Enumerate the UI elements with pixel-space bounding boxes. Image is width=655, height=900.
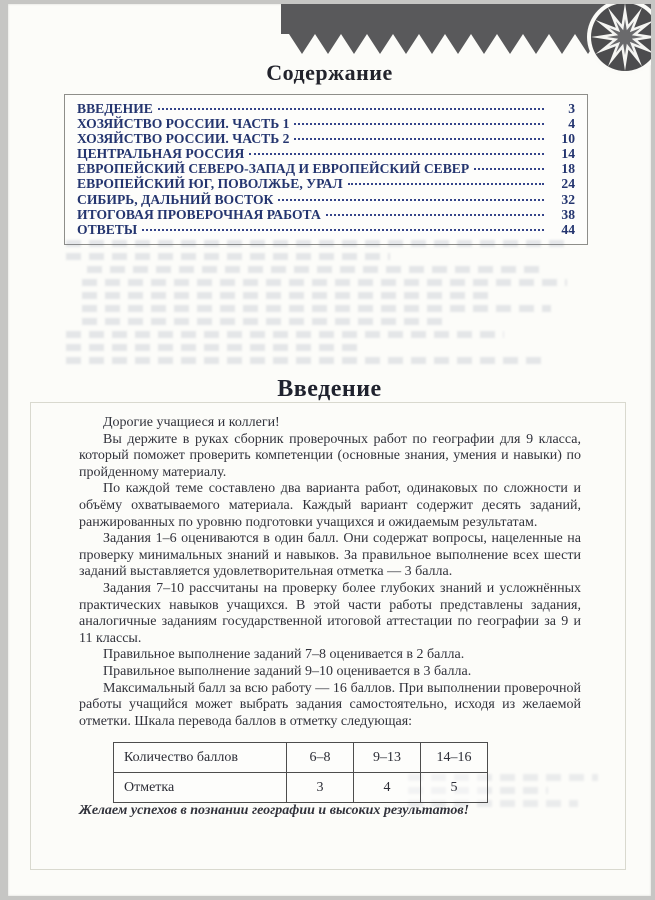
- toc-entry-label: ХОЗЯЙСТВО РОССИИ. ЧАСТЬ 2: [77, 131, 290, 147]
- toc-entry: [77, 161, 575, 176]
- toc-entry-label: ВВЕДЕНИЕ: [77, 101, 153, 116]
- bleedthrough-line: [82, 318, 447, 325]
- toc-entry-label: ХОЗЯЙСТВО РОССИИ. ЧАСТЬ 1: [77, 116, 290, 132]
- bleedthrough-line: [66, 253, 390, 260]
- table-cell: 5: [421, 773, 488, 803]
- table-row: [114, 773, 488, 803]
- toc-entry-label: ОТВЕТЫ: [77, 221, 138, 237]
- toc-entry: [77, 176, 575, 191]
- intro-paragraph: Дорогие учащиеся и коллеги!: [103, 415, 280, 430]
- intro-title: Введение: [277, 376, 382, 402]
- intro-paragraph: Задания 7–10 рассчитаны на проверку более глубоких знаний и усложнённых практических навыков учащихся. В этой части работы представлены задания, аналогичные заданиям государственной итоговой аттестации по географии за 9 и 11 классы.: [79, 580, 581, 646]
- toc-entry-page: 18: [561, 161, 575, 177]
- toc-dot-leader: [348, 183, 544, 185]
- toc-entry-label: ЕВРОПЕЙСКИЙ ЮГ, ПОВОЛЖЬЕ, УРАЛ: [77, 176, 343, 192]
- toc-dot-leader: [142, 229, 544, 231]
- bleedthrough-line: [87, 266, 546, 273]
- toc-entry-page: 4: [568, 116, 575, 132]
- table-cell: Количество баллов: [114, 743, 287, 773]
- toc-entry: [77, 101, 575, 116]
- table-cell: 4: [354, 773, 421, 803]
- table-cell: Отметка: [114, 773, 287, 803]
- table-cell: 9–13: [354, 743, 421, 773]
- intro-paragraph: Правильное выполнение заданий 9–10 оценивается в 3 балла.: [103, 663, 472, 679]
- toc-entry-page: 14: [561, 146, 575, 162]
- toc-entry: [77, 146, 575, 161]
- table-cell: 3: [287, 773, 354, 803]
- toc-entry: [77, 192, 575, 207]
- toc-entry: [77, 131, 575, 146]
- toc-dot-leader: [278, 199, 544, 201]
- bleedthrough-line: [82, 279, 567, 286]
- toc-entry: [77, 222, 575, 237]
- toc-dot-leader: [474, 168, 544, 170]
- toc-dot-leader: [158, 108, 544, 110]
- toc-title: Содержание: [266, 60, 393, 85]
- bleedthrough-line: [66, 240, 567, 247]
- bleedthrough-line: [66, 331, 504, 338]
- toc-entry-page: 24: [561, 176, 575, 192]
- toc-entry-label: ЕВРОПЕЙСКИЙ СЕВЕРО-ЗАПАД И ЕВРОПЕЙСКИЙ СЕВЕР: [77, 161, 470, 177]
- table-cell: 14–16: [421, 743, 488, 773]
- score-conversion-table: [113, 742, 488, 803]
- table-row: [114, 743, 488, 773]
- toc-entry-page: 38: [561, 206, 575, 222]
- toc-dot-leader: [294, 138, 544, 140]
- table-cell: 6–8: [287, 743, 354, 773]
- scanned-book-page: [8, 4, 651, 896]
- intro-section: [30, 402, 626, 870]
- intro-paragraph: По каждой теме составлено два варианта работ, одинаковых по сложности и объёму охватываемого материала. Каждый вариант содержит десять заданий, ранжированных по уровню подготовки учащихся и ожидаемым результатам.: [79, 481, 581, 530]
- intro-paragraph: Задания 1–6 оцениваются в один балл. Они содержат вопросы, нацеленные на проверку минимальных знаний и навыков. За правильное выполнение всех шести заданий выставляется удовлетворительная отметка — 3 балла.: [79, 531, 581, 580]
- toc-entry-page: 10: [561, 131, 575, 147]
- closing-wish: Желаем успехов в познании географии и высоких результатов!: [79, 803, 470, 819]
- toc-dot-leader: [294, 123, 544, 125]
- bleedthrough-line: [66, 357, 541, 364]
- toc-entry-page: 32: [561, 191, 575, 207]
- toc-entry-label: ЦЕНТРАЛЬНАЯ РОССИЯ: [77, 146, 245, 162]
- intro-paragraph: Максимальный балл за всю работу — 16 баллов. При выполнении проверочной работы учащийся может выбрать задания самостоятельно, исходя из желаемой отметки. Шкала перевода баллов в отметку следующая:: [79, 680, 581, 729]
- bleedthrough-line: [82, 292, 494, 299]
- intro-paragraph: Вы держите в руках сборник проверочных работ по географии для 9 класса, который поможет проверить компетенции (основные знания, умения и навыки) по пройденному материалу.: [79, 431, 581, 480]
- bleedthrough-line: [66, 344, 364, 351]
- toc-entry-label: ИТОГОВАЯ ПРОВЕРОЧНАЯ РАБОТА: [77, 206, 321, 222]
- toc-entry-label: СИБИРЬ, ДАЛЬНИЙ ВОСТОК: [77, 191, 274, 207]
- toc-entry-page: 3: [568, 101, 575, 116]
- bleedthrough-text: [66, 240, 588, 370]
- toc-entry: [77, 116, 575, 131]
- toc-entry-page: 44: [561, 221, 575, 237]
- toc-box: [64, 94, 588, 245]
- toc-dot-leader: [326, 214, 544, 216]
- toc-dot-leader: [249, 153, 544, 155]
- bleedthrough-line: [82, 305, 552, 312]
- toc-entry: [77, 207, 575, 222]
- intro-paragraph: Правильное выполнение заданий 7–8 оценивается в 2 балла.: [103, 647, 465, 663]
